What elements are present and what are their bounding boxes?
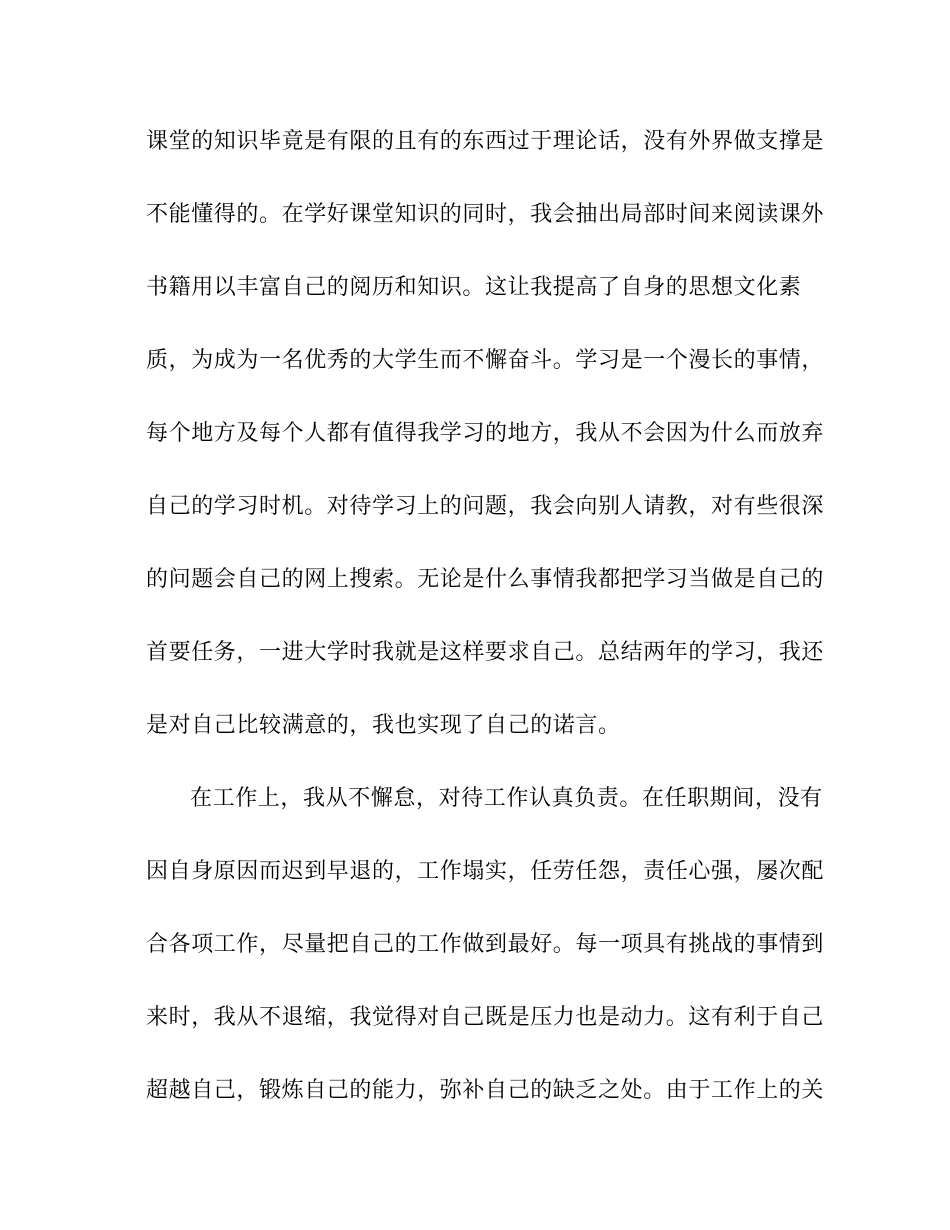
text-line: 因自身原因而迟到早退的，工作塌实，任劳任怨，责任心强，屡次配 <box>146 859 825 884</box>
text-line: 超越自己，锻炼自己的能力，弥补自己的缺乏之处。由于工作上的关 <box>146 1078 825 1103</box>
text-line: 自己的学习时机。对待学习上的问题，我会向别人请教，对有些很深 <box>146 494 825 519</box>
text-line: 不能懂得的。在学好课堂知识的同时，我会抽出局部时间来阅读课外 <box>146 202 825 227</box>
text-line: 是对自己比较满意的，我也实现了自己的诺言。 <box>146 713 621 738</box>
text-line: 来时，我从不退缩，我觉得对自己既是压力也是动力。这有利于自己 <box>146 1005 825 1030</box>
paragraph-first-line: 在工作上，我从不懈怠，对待工作认真负责。在任职期间，没有 <box>190 786 823 811</box>
text-line: 质，为成为一名优秀的大学生而不懈奋斗。学习是一个漫长的事情， <box>146 348 825 373</box>
text-line: 课堂的知识毕竟是有限的且有的东西过于理论话，没有外界做支撑是 <box>146 129 825 154</box>
text-line: 每个地方及每个人都有值得我学习的地方，我从不会因为什么而放弃 <box>146 421 825 446</box>
text-line: 首要任务，一进大学时我就是这样要求自己。总结两年的学习，我还 <box>146 640 825 665</box>
text-line: 书籍用以丰富自己的阅历和知识。这让我提高了自身的思想文化素 <box>146 275 802 300</box>
text-line: 合各项工作，尽量把自己的工作做到最好。每一项具有挑战的事情到 <box>146 932 825 957</box>
text-line: 的问题会自己的网上搜索。无论是什么事情我都把学习当做是自己的 <box>146 567 825 592</box>
